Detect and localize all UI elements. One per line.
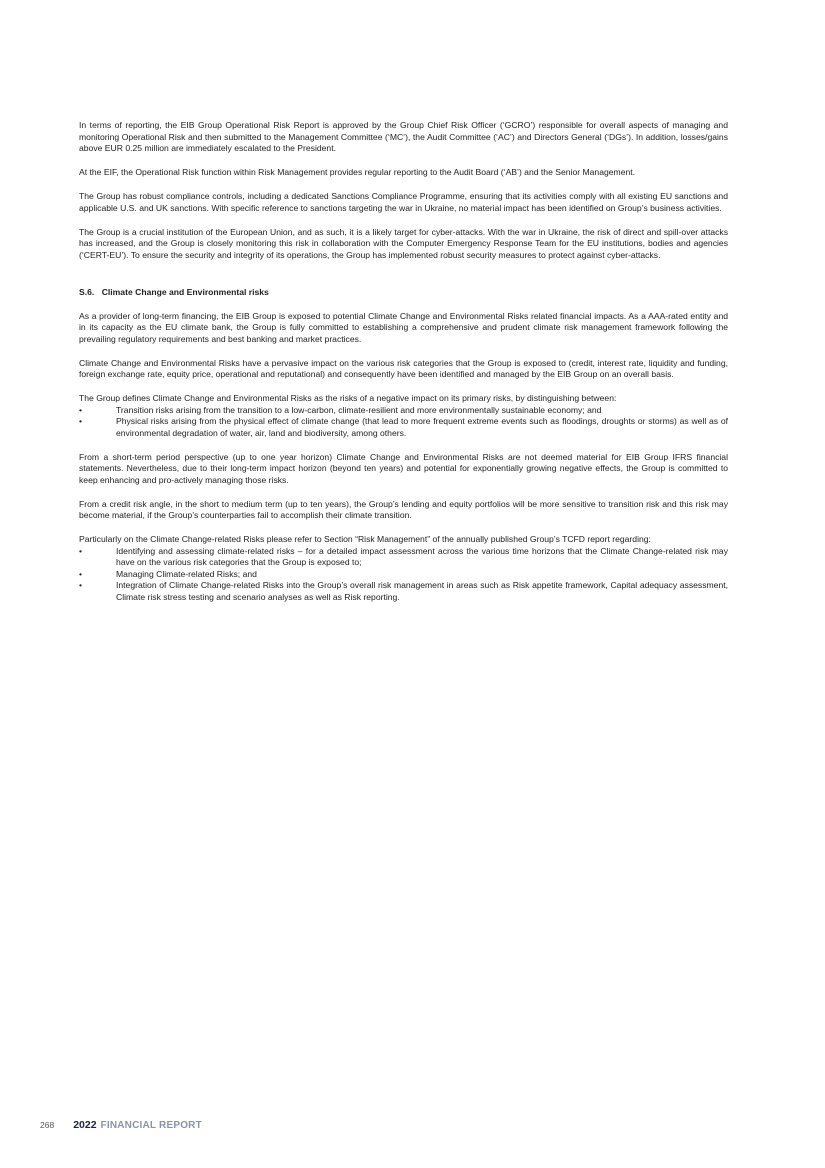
section-number: S.6. <box>79 287 95 297</box>
page-number: 268 <box>40 1120 55 1130</box>
bullet-icon: • <box>79 580 83 590</box>
list-item: • Integration of Climate Change-related Risks into the Group’s overall risk management in areas such as Risk appetite framework, Capital adequacy assessment, Climate risk stress testing and scenario analyses as well as Risk reporting. <box>79 580 728 602</box>
section-title: Climate Change and Environmental risks <box>101 287 269 297</box>
paragraph-credit-risk: From a credit risk angle, in the short to medium term (up to ten years), the Group’s lending and equity portfolios will be more sensitive to transition risk and this risk may become material, if the Group’s counterparties fail to accomplish their climate transition. <box>79 498 728 520</box>
paragraph-short-term: From a short-term period perspective (up to one year horizon) Climate Change and Environmental Risks are not deemed material for EIB Group IFRS financial statements. Nevertheless, due to their long-term impact horizon (beyond ten years) and potential for exponentially growing negative effects, the Group is committed to keep enhancing and pro-actively managing those risks. <box>79 451 728 485</box>
paragraph-climate-intro: As a provider of long-term financing, the EIB Group is exposed to potential Climate Change and Environmental Risks related financial impacts. As a AAA-rated entity and in its capacity as the EU climate bank, the Group is fully committed to establishing a comprehensive and prudent climate risk management framework following the prevailing regulatory requirements and best banking and market practices. <box>79 310 728 344</box>
paragraph-sanctions: The Group has robust compliance controls, including a dedicated Sanctions Compliance Programme, ensuring that its activities comply with all existing EU sanctions and applicable U.S. and UK sanctions. With specific reference to sanctions targeting the war in Ukraine, no material impact has been identified on Group’s business activities. <box>79 191 728 213</box>
list-item: • Identifying and assessing climate-related risks – for a detailed impact assessment across the various time horizons that the Climate Change-related risk may have on the various risk categories that the Group is exposed to; <box>79 545 728 567</box>
list-item: • Managing Climate-related Risks; and <box>79 568 257 579</box>
paragraph-cyber: The Group is a crucial institution of the European Union, and as such, it is a likely target for cyber-attacks. With the war in Ukraine, the risk of direct and spill-over attacks has increased, and the Group is closely monitoring this risk in collaboration with the Computer Emergency Response Team for the EU institutions, bodies and agencies (‘CERT-EU’). To ensure the security and integrity of its operations, the Group has implemented robust security measures to protect against cyber-attacks. <box>79 226 728 260</box>
tcfd-topic-list <box>79 546 728 604</box>
paragraph-climate-definition: The Group defines Climate Change and Environmental Risks as the risks of a negative impact on its primary risks, by distinguishing between: <box>79 393 617 403</box>
bullet-icon: • <box>79 568 83 579</box>
list-item: • Transition risks arising from the transition to a low-carbon, climate-resilient and more environmentally sustainable economy; and <box>79 404 602 415</box>
risk-type-list <box>79 405 728 440</box>
bullet-icon: • <box>79 545 83 556</box>
report-year: 2022 <box>73 1119 97 1131</box>
list-item: • Physical risks arising from the physical effect of climate change (that lead to more frequent extreme events such as floodings, droughts or storms) as well as of environmental degradation of water, air, land and biodiversity, among others. <box>79 416 728 438</box>
bullet-icon: • <box>79 404 83 415</box>
paragraph-tcfd-reference: Particularly on the Climate Change-related Risks please refer to Section “Risk Management” of the annually published Group’s TCFD report regarding: <box>79 534 651 544</box>
paragraph-eif-reporting: At the EIF, the Operational Risk function within Risk Management provides regular reporting to the Audit Board (‘AB’) and the Senior Management. <box>79 167 636 177</box>
document-body <box>79 120 728 616</box>
bullet-icon: • <box>79 416 83 426</box>
paragraph-climate-impact: Climate Change and Environmental Risks have a pervasive impact on the various risk categories that the Group is exposed to (credit, interest rate, liquidity and funding, foreign exchange rate, equity price, operational and reputational) and consequently have been identified and managed by the EIB Group on an overall basis. <box>79 357 728 379</box>
section-heading <box>79 287 728 299</box>
paragraph-reporting: In terms of reporting, the EIB Group Operational Risk Report is approved by the Group Chief Risk Officer (‘GCRO’) responsible for overall aspects of managing and monitoring Operational Risk and then submitted to the Management Committee (‘MC’), the Audit Committee (‘AC’) and Directors General (‘DGs’). In addition, losses/gains above EUR 0.25 million are immediately escalated to the President. <box>79 120 728 153</box>
page-footer <box>40 1119 202 1131</box>
report-label: FINANCIAL REPORT <box>100 1120 202 1131</box>
